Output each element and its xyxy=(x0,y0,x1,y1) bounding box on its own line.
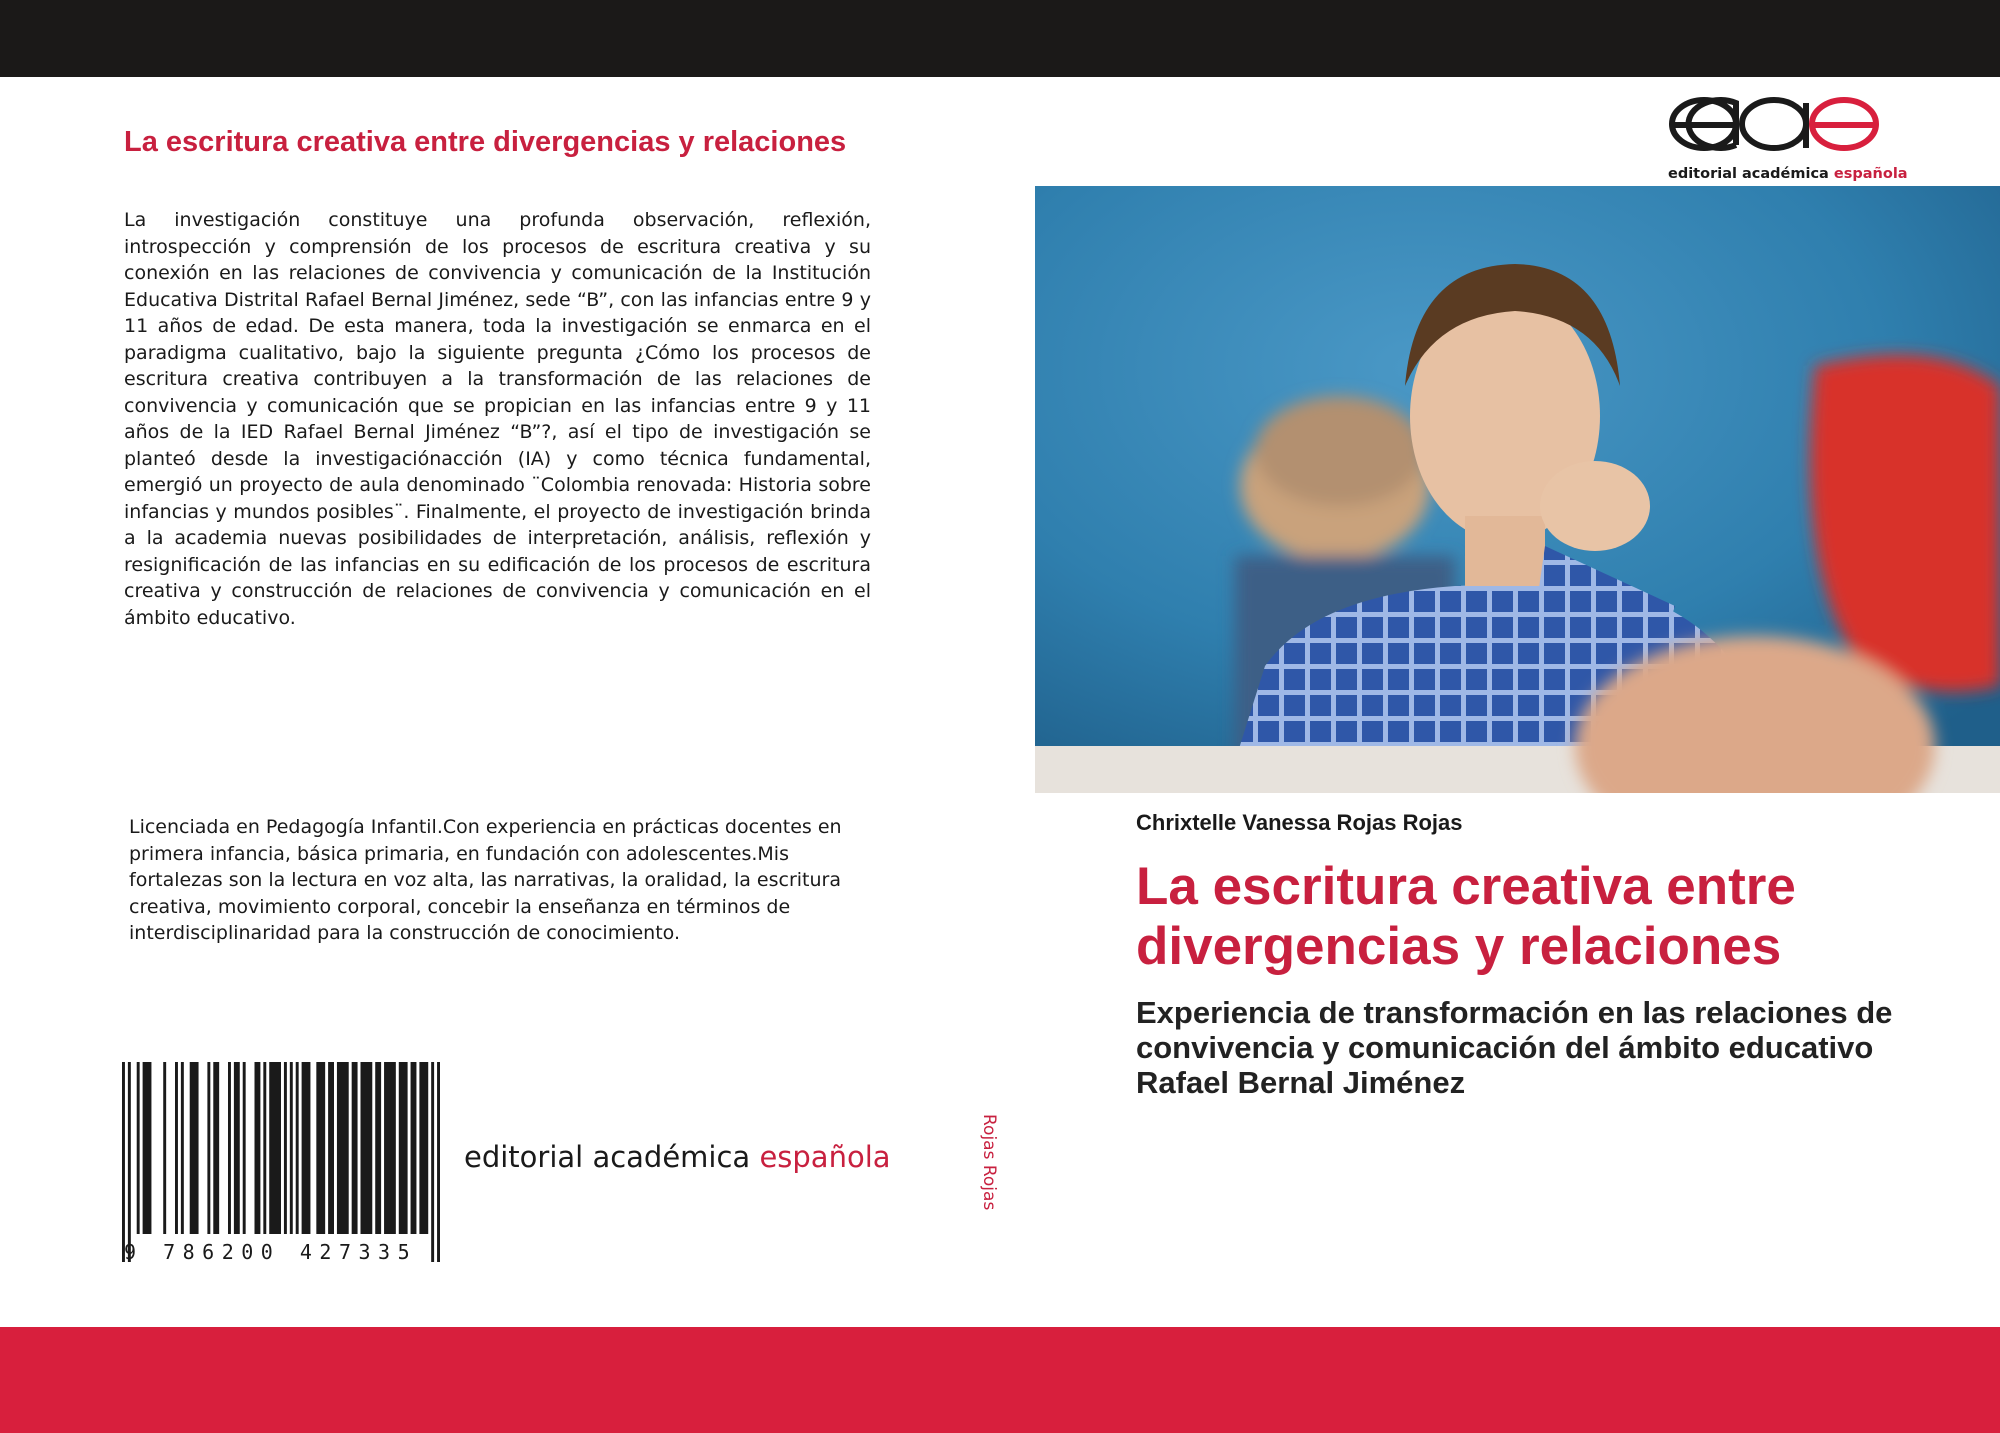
barcode-bar xyxy=(137,1062,140,1234)
barcode-bar xyxy=(437,1062,440,1262)
barcode-bar xyxy=(143,1062,152,1234)
barcode-bar xyxy=(352,1062,358,1234)
barcode-digits: 9 786200 427335 xyxy=(124,1240,418,1264)
barcode-bar xyxy=(411,1062,417,1234)
publisher-imprint-back xyxy=(464,1140,891,1174)
publisher-name-main: editorial académica xyxy=(464,1140,751,1174)
barcode-bar xyxy=(337,1062,349,1234)
barcode-bar xyxy=(284,1062,287,1234)
barcode-bar xyxy=(375,1062,381,1234)
cover-photo xyxy=(1035,186,2000,793)
barcode-bar xyxy=(255,1062,261,1234)
barcode-bar xyxy=(431,1062,434,1262)
barcode-bar xyxy=(228,1062,231,1234)
logo-mark-icon xyxy=(1672,100,1876,148)
barcode-bar xyxy=(399,1062,408,1234)
front-cover-subtitle: Experiencia de transformación en las relaciones de convivencia y comunicación del ámbito educativo Rafael Bernal Jiménez xyxy=(1136,995,1893,1100)
barcode-bar xyxy=(213,1062,219,1234)
barcode-bar xyxy=(290,1062,293,1234)
barcode-bar xyxy=(190,1062,199,1234)
barcode-bar xyxy=(175,1062,178,1234)
top-band xyxy=(0,0,2000,77)
barcode-bar xyxy=(419,1062,428,1234)
barcode-bar xyxy=(263,1062,266,1234)
barcode-bar xyxy=(181,1062,184,1234)
barcode-bar xyxy=(122,1062,125,1262)
barcode-bar xyxy=(361,1062,373,1234)
logo-caption-main: editorial académica xyxy=(1668,166,1829,182)
bottom-band xyxy=(0,1327,2000,1433)
barcode-bar xyxy=(128,1062,131,1262)
publisher-name-accent: española xyxy=(759,1140,891,1174)
barcode-bar xyxy=(207,1062,210,1234)
barcode-bar xyxy=(328,1062,334,1234)
front-cover-author: Chrixtelle Vanessa Rojas Rojas xyxy=(1136,810,1463,835)
logo-caption-accent: española xyxy=(1833,166,1908,182)
barcode-bar xyxy=(296,1062,299,1234)
front-cover-title: La escritura creativa entre divergencias y relaciones xyxy=(1136,857,1796,976)
back-cover-blurb: La investigación constituye una profunda observación, reflexión, introspección y comprensión de los procesos de escritura creativa y su conexión en las relaciones de convivencia y comunicación de la Institución Educativa Distrital Rafael Bernal Jiménez, sede “B”, con las infancias entre 9 y 11 años de edad. De esta manera, toda la investigación se enmarca en el paradigma cualitativo, bajo la siguiente pregunta ¿Cómo los procesos de escritura creativa contribuyen a la transformación de las relaciones de convivencia y comunicación que se propician en las infancias entre 9 y 11 años de la IED Rafael Bernal Jiménez “B”?, así el tipo de investigación se planteó desde la investigaciónacción (IA) y como técnica fundamental, emergió un proyecto de aula denominado ¨Colombia renovada: Historia sobre infancias y mundos posibles¨. Finalmente, el proyecto de investigación brinda a la academia nuevas posibilidades de interpretación, análisis, reflexión y resignificación de las infancias en su edificación de los procesos de escritura creativa y construcción de relaciones de convivencia y comunicación en el ámbito educativo. xyxy=(124,209,871,629)
barcode-bar xyxy=(269,1062,281,1234)
author-bio: Licenciada en Pedagogía Infantil.Con experiencia en prácticas docentes en primera infancia, básica primaria, en fundación con adolescentes.Mis fortalezas son la lectura en voz alta, las narrativas, la oralidad, la escritura creativa, movimiento corporal, concebir la enseñanza en términos de interdisciplinaridad para la construcción de conocimiento. xyxy=(129,816,842,944)
back-cover-title: La escritura creativa entre divergencias y relaciones xyxy=(124,126,847,158)
spine-author: Rojas Rojas xyxy=(979,1114,999,1211)
barcode-bar xyxy=(384,1062,396,1234)
barcode-bar xyxy=(316,1062,325,1234)
barcode-bar xyxy=(234,1062,240,1234)
barcode-bar xyxy=(243,1062,246,1234)
logo-caption xyxy=(1668,166,1908,182)
barcode-bar xyxy=(163,1062,166,1234)
barcode-bar xyxy=(302,1062,311,1234)
barcode xyxy=(122,1062,440,1262)
